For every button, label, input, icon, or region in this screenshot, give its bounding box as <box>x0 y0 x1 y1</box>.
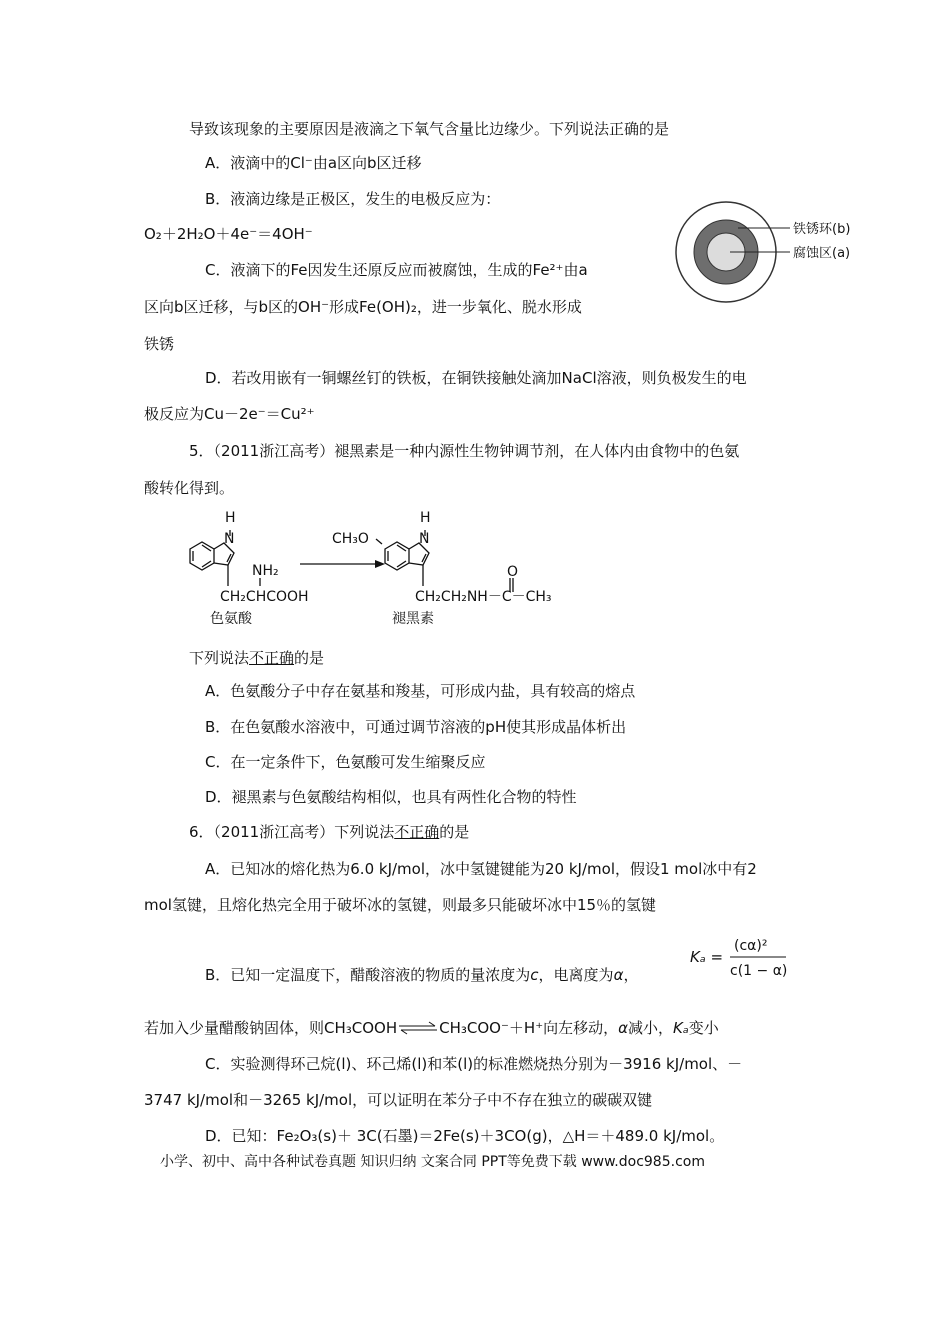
q6-stem-underlined: 不正确 <box>394 823 440 841</box>
trp-n-label: N <box>224 531 235 547</box>
q6-b1-end: ， <box>623 966 639 984</box>
q4-option-c-line1: C．液滴下的Fe因发生还原反应而被腐蚀，生成的Fe²⁺由a <box>205 261 588 279</box>
q6-option-a-line2: mol氢键，且熔化热完全用于破坏冰的氢键，则最多只能破坏冰中15％的氢键 <box>144 896 657 914</box>
q6-b1-pre: B．已知一定温度下，醋酸溶液的物质的量浓度为 <box>205 966 531 984</box>
q6-option-c-line1: C．实验测得环己烷(l)、环己烯(l)和苯(l)的标准燃烧热分别为－3916 kJ/mol、－ <box>205 1055 743 1073</box>
q5-option-d: D．褪黑素与色氨酸结构相似，也具有两性化合物的特性 <box>205 788 577 806</box>
q6-b1-alpha: α <box>613 966 624 984</box>
q6-b2-ka: Kₐ <box>673 1019 689 1037</box>
trp-chain-label: CH₂CHCOOH <box>220 589 309 605</box>
trp-name-label: 色氨酸 <box>210 611 252 627</box>
mel-n-label: N <box>419 531 430 547</box>
q6-b1-mid: ，电离度为 <box>538 966 614 984</box>
q5-option-b: B．在色氨酸水溶液中，可通过调节溶液的pH使其形成晶体析出 <box>205 718 627 736</box>
mel-chain-label: CH₂CH₂NH－C－CH₃ <box>415 589 552 605</box>
q6-b1-c: c <box>530 966 539 984</box>
mel-carbonyl-o-label: O <box>507 564 519 580</box>
q4-option-d-line2: 极反应为Cu－2e⁻＝Cu²⁺ <box>144 405 315 423</box>
q6-option-b-line1 <box>205 965 638 985</box>
q4-option-c-line3: 铁锈 <box>144 335 175 353</box>
q5-option-a: A．色氨酸分子中存在氨基和羧基，可形成内盐，具有较高的熔点 <box>205 682 636 700</box>
q4-option-c-line2: 区向b区迁移，与b区的OH⁻形成Fe(OH)₂，进一步氧化、脱水形成 <box>144 298 582 316</box>
q6-b2-pre: 若加入少量醋酸钠固体，则CH₃COOH <box>144 1019 398 1037</box>
trp-h-label: H <box>225 510 236 526</box>
corrosion-droplet-figure <box>672 200 882 310</box>
q5-stem-line1: 5．（2011浙江高考）褪黑素是一种内源性生物钟调节剂，在人体内由食物中的色氨 <box>189 442 740 460</box>
q6-option-d: D．已知：Fe₂O₃(s)＋ 3C(石墨)＝2Fe(s)＋3CO(g)，△H＝＋489.0 kJ/mol。 <box>205 1127 725 1145</box>
label-rust-ring-b: 铁锈环(b) <box>793 222 851 237</box>
ka-formula-denominator: c(1 − α) <box>730 963 788 979</box>
equilibrium-arrows-icon <box>397 1018 439 1038</box>
q5-stem-line2: 酸转化得到。 <box>144 479 235 497</box>
q6-stem <box>189 822 469 842</box>
trp-nh2-label: NH₂ <box>252 563 279 579</box>
q5-option-c: C．在一定条件下，色氨酸可发生缩聚反应 <box>205 753 486 771</box>
q6-b2-mid2: 减小， <box>628 1019 674 1037</box>
q4-option-b-equation: O₂＋2H₂O＋4e⁻＝4OH⁻ <box>144 225 313 243</box>
q5-ask-post: 的是 <box>294 649 325 667</box>
q6-stem-post: 的是 <box>439 823 470 841</box>
q4-option-d-line1: D．若改用嵌有一铜螺丝钉的铁板，在铜铁接触处滴加NaCl溶液，则负极发生的电 <box>205 369 747 387</box>
ka-formula <box>688 930 800 986</box>
q4-option-a: A．液滴中的Cl⁻由a区向b区迁移 <box>205 154 422 172</box>
q6-b2-alpha: α <box>618 1019 628 1037</box>
q6-option-c-line2: 3747 kJ/mol和－3265 kJ/mol，可以证明在苯分子中不存在独立的碳碳双键 <box>144 1091 653 1109</box>
q4-intro: 导致该现象的主要原因是液滴之下氧气含量比边缘少。下列说法正确的是 <box>189 120 670 138</box>
q6-b2-end: 变小 <box>688 1019 719 1037</box>
mel-meo-label: CH₃O <box>332 531 369 547</box>
ka-formula-lhs: Kₐ = <box>690 948 724 966</box>
q5-ask <box>189 648 324 668</box>
mel-h-label: H <box>420 510 431 526</box>
mel-name-label: 褪黑素 <box>392 611 434 627</box>
q4-option-b-line1: B．液滴边缘是正极区，发生的电极反应为： <box>205 190 501 208</box>
reaction-scheme <box>180 506 560 634</box>
q5-ask-pre: 下列说法 <box>189 649 250 667</box>
reaction-arrow-head <box>375 560 385 568</box>
q6-b2-mid: CH₃COO⁻＋H⁺向左移动， <box>439 1019 619 1037</box>
q6-option-a-line1: A．已知冰的熔化热为6.0 kJ/mol，冰中氢键键能为20 kJ/mol，假设1 mol冰中有2 <box>205 860 757 878</box>
label-corrosion-zone-a: 腐蚀区(a) <box>793 246 851 261</box>
ka-formula-numerator: (cα)² <box>734 938 768 954</box>
q6-stem-pre: 6．（2011浙江高考）下列说法 <box>189 823 395 841</box>
page-footer: 小学、初中、高中各种试卷真题 知识归纳 文案合同 PPT等免费下载 www.doc985.com <box>160 1154 705 1170</box>
q5-ask-underlined: 不正确 <box>249 649 295 667</box>
q6-option-b-line2 <box>144 1018 719 1038</box>
